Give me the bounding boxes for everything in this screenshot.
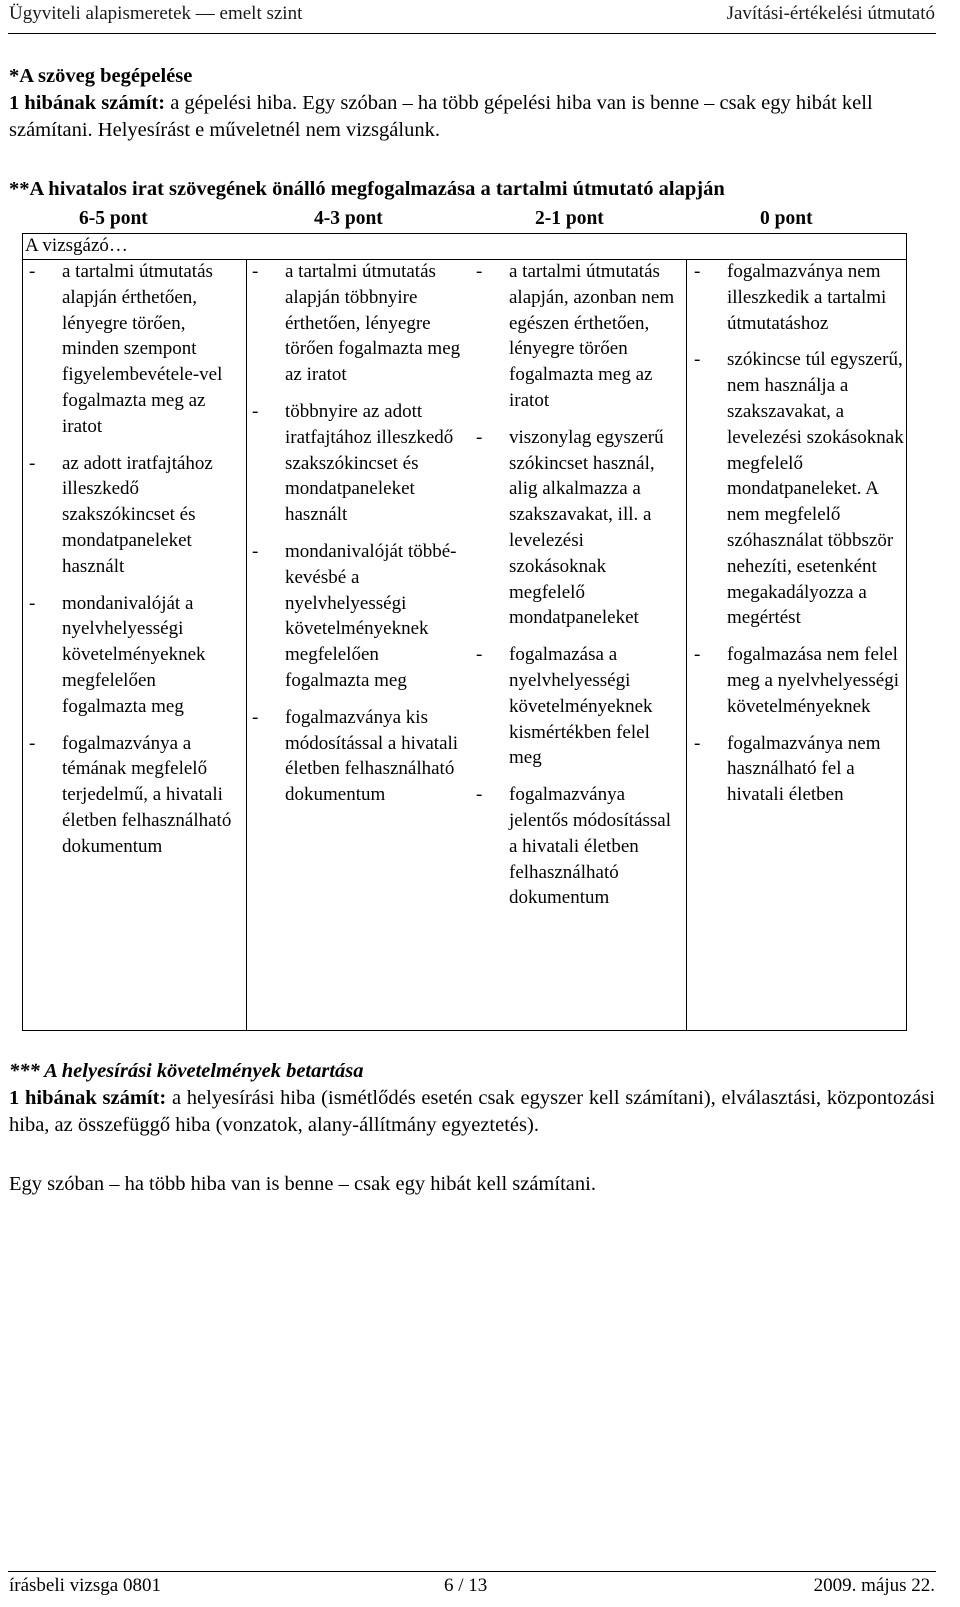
criteria-column-4-3 [246,259,462,819]
criteria-item: - fogalmazványa nem használható fel a hivatali életben [688,731,906,808]
footer-divider [8,1571,936,1572]
score-bands [22,206,908,234]
score-band-4-3: 4-3 pont [314,208,383,229]
criteria-column-0 [688,259,906,819]
criteria-item: - mondanivalóját többé-kevésbé a nyelvhelyességi követelményeknek megfelelően fogalmazta meg [246,539,462,694]
typing-section-title: *A szöveg begépelése [9,65,193,87]
criteria-item: - a tartalmi útmutatás alapján többnyire érthetően, lényegre törően fogalmazta meg az iratot [246,259,462,388]
column-divider [686,259,687,1031]
criteria-item: - többnyire az adott iratfajtához illeszkedő szakszókincset és mondatpaneleket használt [246,399,462,528]
criteria-item: - fogalmazása a nyelvhelyességi követelményeknek kismértékben felel meg [470,642,680,771]
criteria-item: - a tartalmi útmutatás alapján érthetően, lényegre törően, minden szempont figyelembevétele-vel fogalmazta meg az iratot [23,259,245,440]
header-exam-title: Ügyviteli alapismeretek — emelt szint [9,3,303,24]
typing-error-description: a gépelési hiba. Egy szóban – ha több gépelési hiba van is benne – csak egy hibát kell számítani. Helyesírást e műveletnél nem vizsgálunk. [9,92,873,141]
typing-section [9,63,935,144]
criteria-intro: A vizsgázó… [25,235,128,256]
criteria-item: - fogalmazása nem felel meg a nyelvhelyességi követelményeknek [688,642,906,719]
page-footer [0,1575,935,1603]
criteria-item: - fogalmazványa kis módosítással a hivatali életben felhasználható dokumentum [246,705,462,808]
criteria-item: - fogalmazványa jelentős módosítással a hivatali életben felhasználható dokumentum [470,782,680,911]
typing-section-text [9,90,935,144]
criteria-item: - mondanivalóját a nyelvhelyességi követelményeknek megfelelően fogalmazta meg [23,591,245,720]
criteria-item: - a tartalmi útmutatás alapján, azonban nem egészen érthetően, lényegre törően fogalmazta meg az iratot [470,259,680,414]
criteria-column-6-5 [23,259,245,871]
criteria-item: - fogalmazványa nem illeszkedik a tartalmi útmutatáshoz [688,259,906,336]
spelling-section-text [9,1085,935,1139]
spelling-section [9,1058,935,1139]
page-header [0,0,935,33]
score-band-0: 0 pont [760,208,813,229]
criteria-column-2-1 [470,259,680,922]
criteria-item: - viszonylag egyszerű szókincset használ, alig alkalmazza a szakszavakat, ill. a levelezési szokásoknak megfelelő mondatpaneleket [470,425,680,631]
criteria-item: - fogalmazványa a témának megfelelő terjedelmű, a hivatali életben felhasználható dokumentum [23,731,245,860]
header-guide-title: Javítási-értékelési útmutató [726,3,935,24]
composition-section-title: **A hivatalos irat szövegének önálló megfogalmazása a tartalmi útmutató alapján [9,178,725,200]
footer-exam-code: írásbeli vizsga 0801 [9,1575,161,1596]
spelling-section-title: *** A helyesírási követelmények betartása [9,1060,364,1082]
criteria-item: - az adott iratfajtához illeszkedő szakszókincset és mondatpaneleket használt [23,451,245,580]
typing-error-lead: 1 hibának számít: [9,92,166,114]
composition-section [9,176,935,203]
page-number: 6 / 13 [444,1575,488,1596]
spelling-error-description: a helyesírási hiba (ismétlődés esetén csak egyszer kell számítani), elválasztási, központozási hiba, az összefüggő hiba (vonzatok, alany-állítmány egyeztetés). [9,1087,935,1136]
header-divider [8,33,936,34]
score-band-2-1: 2-1 pont [535,208,604,229]
criteria-item: - szókincse túl egyszerű, nem használja a szakszavakat, a levelezési szokásoknak megfelelő mondatpaneleket. A nem megfelelő szóhasználat többször nehezíti, esetenként megakadályozza a megértést [688,347,906,631]
spelling-note: Egy szóban – ha több hiba van is benne – csak egy hibát kell számítani. [9,1173,596,1195]
score-band-6-5: 6-5 pont [79,208,148,229]
footer-date: 2009. május 22. [813,1575,935,1596]
spelling-error-lead: 1 hibának számít: [9,1087,167,1109]
criteria-table [22,233,907,1031]
